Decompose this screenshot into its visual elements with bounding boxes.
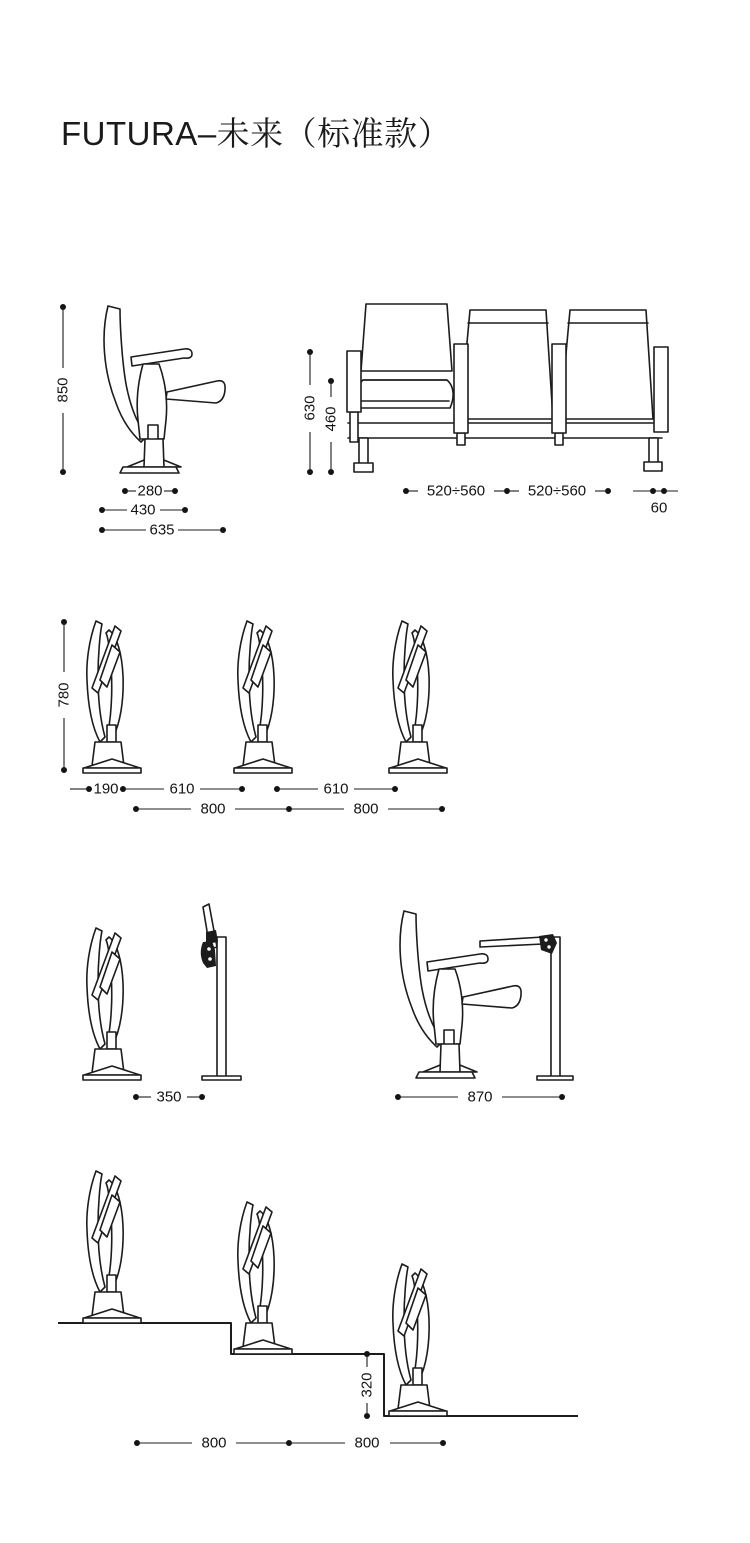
page-title: FUTURA–未来（标准款） [61, 115, 452, 152]
dim-spacing-height [56, 619, 73, 773]
dim-steps-pitch-a-label: 800 [201, 1434, 227, 1452]
dim-side-arm-label: 430 [130, 501, 156, 519]
folded-chair [83, 928, 141, 1080]
dim-steps-riser [359, 1351, 376, 1419]
dim-tablet-folded-label: 350 [156, 1088, 182, 1106]
dim-side-height [55, 304, 72, 475]
front-view-row [302, 304, 679, 517]
step-profile [58, 1323, 578, 1416]
dim-side-total [99, 522, 226, 539]
dim-spacing-front-label: 190 [93, 780, 119, 798]
dim-front-seat-height-label: 460 [322, 406, 340, 432]
dim-front-total-height-label: 630 [301, 395, 319, 421]
row-spacing-view [56, 619, 448, 818]
dim-spacing-pitch-a-label: 800 [200, 800, 226, 818]
tablet-folded-view [83, 904, 241, 1106]
dim-front-pitch-b-label: 520÷560 [527, 482, 587, 500]
dim-side-seat [122, 483, 178, 500]
dim-front-pitch-a [403, 483, 510, 500]
folded-chair [83, 621, 141, 773]
dim-spacing-clear-a-label: 610 [169, 780, 195, 798]
dim-side-height-label: 850 [54, 377, 72, 403]
side-view [55, 304, 227, 539]
dim-tablet-extended-label: 870 [467, 1088, 493, 1106]
dim-spacing-clear-b-label: 610 [323, 780, 349, 798]
folded-chair [389, 1264, 447, 1416]
tablet-extended-view [395, 911, 573, 1106]
open-chair-side [104, 306, 225, 473]
dim-tablet-folded [133, 1089, 205, 1106]
dim-steps-riser-label: 320 [358, 1372, 376, 1398]
dim-steps-pitch-b-label: 800 [354, 1434, 380, 1452]
dim-side-arm [99, 502, 188, 519]
dim-spacing-line1 [70, 781, 398, 798]
dim-steps-line [134, 1435, 446, 1452]
dim-front-bracket-label: 60 [650, 499, 668, 517]
dim-tablet-extended [395, 1089, 565, 1106]
dim-front-total-height [302, 349, 319, 475]
folded-chair [389, 621, 447, 773]
tablet-post-folded [201, 904, 241, 1080]
dim-front-pitch-a-label: 520÷560 [426, 482, 486, 500]
dim-spacing-height-label: 780 [55, 682, 73, 708]
steps-view [58, 1171, 578, 1452]
dim-side-total-label: 635 [149, 521, 175, 539]
dim-spacing-line2 [133, 801, 445, 818]
folded-chair [83, 1171, 141, 1323]
dim-spacing-pitch-b-label: 800 [353, 800, 379, 818]
folded-chair [234, 621, 292, 773]
dim-front-bracket [633, 488, 678, 517]
open-chair-side [400, 911, 521, 1078]
dim-side-seat-label: 280 [137, 482, 163, 500]
dim-front-seat-height [323, 378, 340, 475]
folded-chair [234, 1202, 292, 1354]
dim-front-pitch-b [510, 483, 611, 500]
